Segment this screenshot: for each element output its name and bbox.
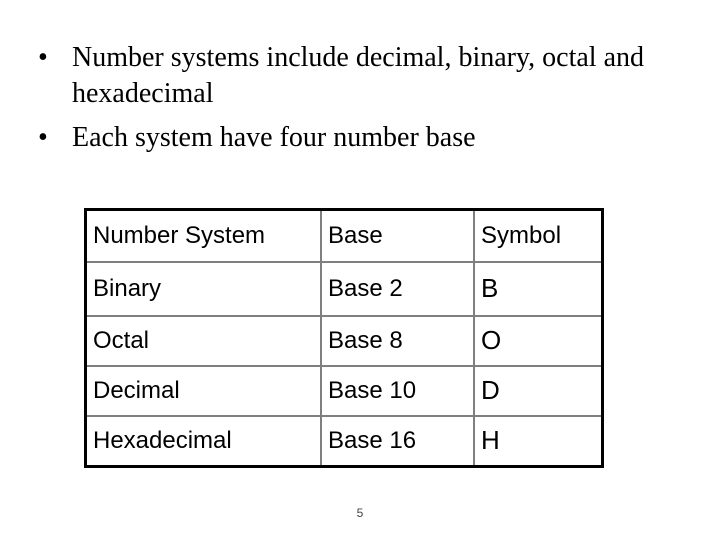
cell-system: Binary [86, 262, 322, 316]
cell-base: Base 10 [321, 366, 474, 416]
cell-symbol: O [474, 316, 603, 366]
cell-symbol: H [474, 416, 603, 467]
table-header-row [86, 210, 603, 262]
cell-base: Base 16 [321, 416, 474, 467]
page-number: 5 [356, 506, 364, 520]
bullet-text: Each system have four number base [72, 122, 476, 153]
cell-system: Hexadecimal [86, 416, 322, 467]
header-number-system: Number System [86, 210, 322, 262]
cell-system: Octal [86, 316, 322, 366]
cell-system: Decimal [86, 366, 322, 416]
bullet-marker: • [38, 122, 48, 153]
header-base: Base [321, 210, 474, 262]
cell-symbol: B [474, 262, 603, 316]
header-symbol: Symbol [474, 210, 603, 262]
cell-base: Base 8 [321, 316, 474, 366]
table-row [86, 262, 603, 316]
table-row [86, 416, 603, 467]
cell-base: Base 2 [321, 262, 474, 316]
bullet-item [38, 40, 698, 112]
table-row [86, 316, 603, 366]
table-row [86, 366, 603, 416]
bullet-marker: • [38, 42, 48, 73]
cell-symbol: D [474, 366, 603, 416]
bullet-list [38, 40, 698, 164]
number-system-table [84, 208, 604, 468]
bullet-text: Number systems include decimal, binary, octal and hexadecimal [72, 42, 645, 109]
bullet-item [38, 120, 698, 156]
